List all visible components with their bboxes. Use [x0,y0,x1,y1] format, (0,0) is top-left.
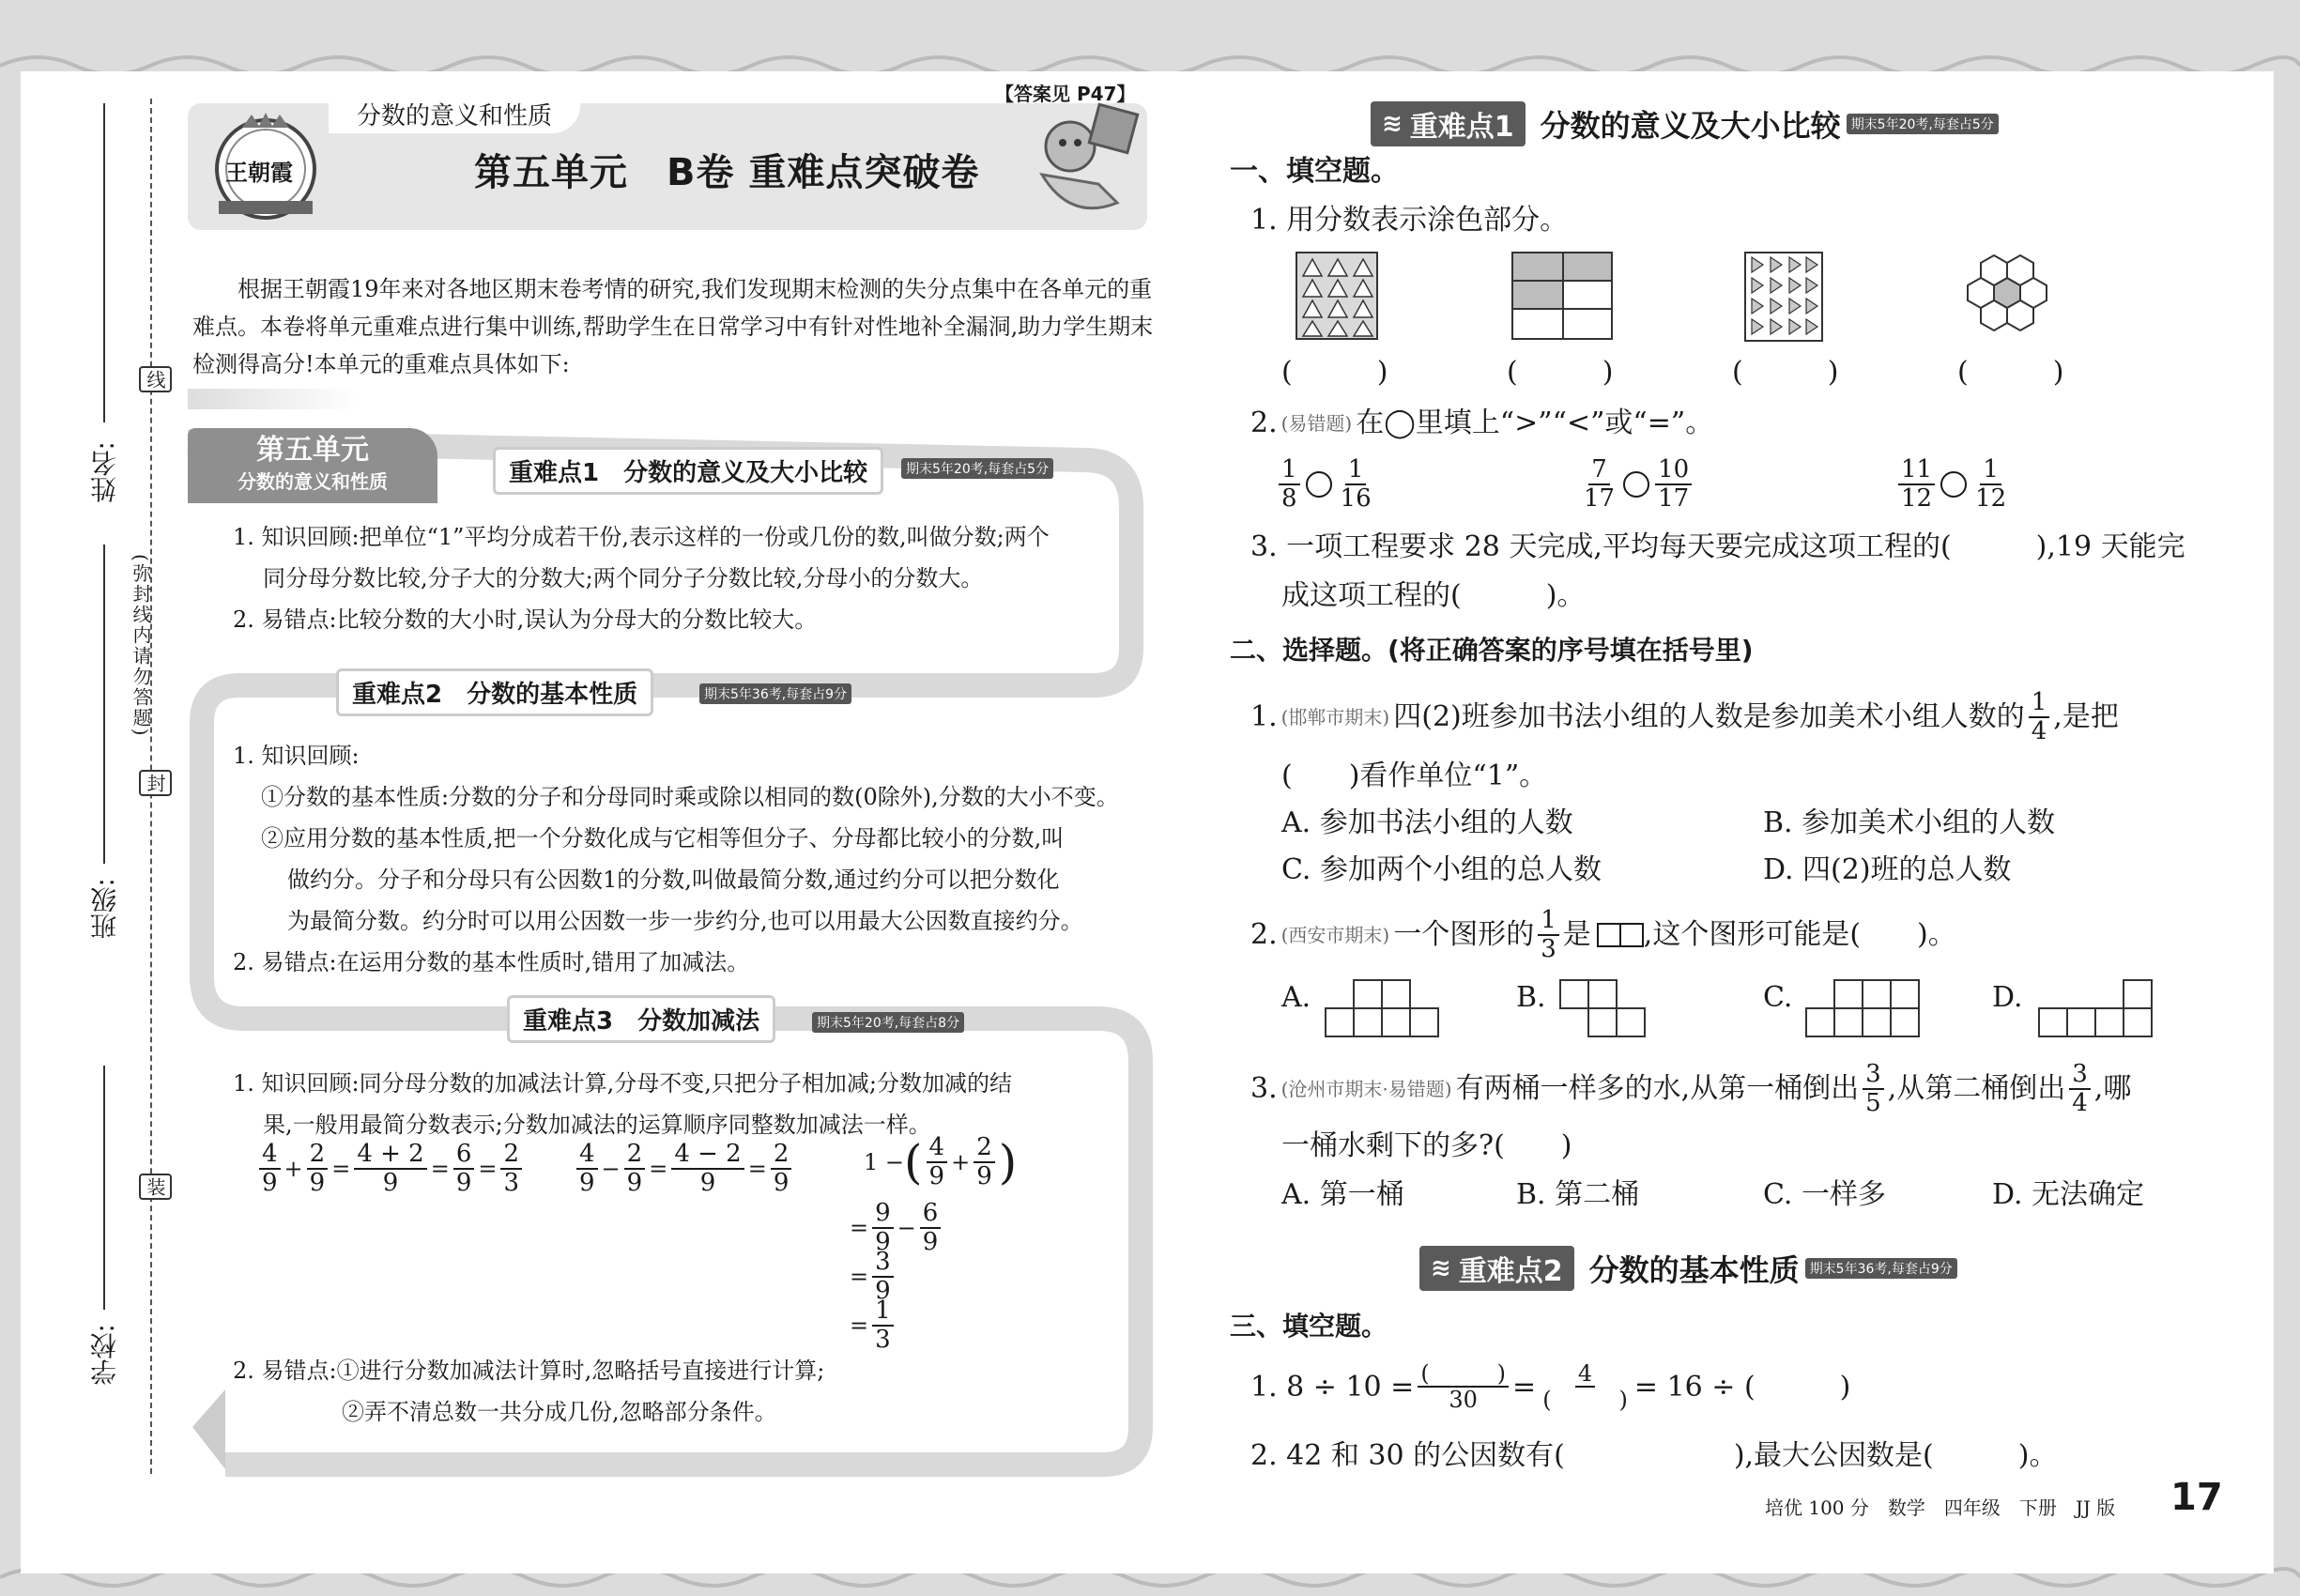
sec2-q1-opt-d[interactable]: D. 四(2)班的总人数 [1763,853,2012,886]
right-kp2-pill: ≋ 重难点2 [1419,1246,1574,1291]
figure-hexagons [1960,250,2054,344]
answer-ref: 【答案见 P47】 [995,83,1136,105]
sec2-q2: 2. (西安市期末) 一个图形的 $\frac{1}{3}$ 是 ,这个图形可能是( )。 [1250,906,1956,963]
sec2-q1-line2: ( )看作单位“1”。 [1281,760,1548,792]
right-kp1-heading [1371,101,1999,146]
kp2-title: 重难点2 分数的基本性质 [336,668,653,716]
right-kp1-title: 分数的意义及大小比较 [1540,108,1841,144]
right-kp1-tag: 期末5年20考,每套占5分 [1847,114,1999,134]
figure-rect-grid [1511,252,1615,342]
sec2-q3: 3. (沧州市期末·易错题) 有两桶一样多的水,从第一桶倒出 $\frac{3}{5}$ ,从第二桶倒出 $\frac{3}{4}$ ,哪 [1250,1060,2132,1117]
sec1-q1-blank-a[interactable]: ( ) [1281,356,1388,389]
kp3-errors [233,1350,1125,1433]
page-number: 17 [2170,1476,2223,1519]
sec2-q2-opt-b[interactable]: B. [1516,981,1546,1014]
kp3-title: 重难点3 分数加减法 [507,995,775,1043]
unit-badge-subtitle: 分数的意义和性质 [238,470,388,493]
sec2-q1-opt-b[interactable]: B. 参加美术小组的人数 [1763,806,2056,839]
kp2-line-6: 2. 易错点:在运用分数的基本性质时,错用了加减法。 [233,949,750,975]
shape-option-a [1324,978,1442,1038]
mark-line: 线 [139,366,172,392]
compare-circle-3[interactable] [1940,471,1967,498]
footer-text: 培优 100 分 数学 四年级 下册 JJ 版 [1765,1496,2116,1519]
figure-triangles-grid [1296,252,1380,342]
kp2-body [233,735,1125,983]
shape-option-d [2037,978,2155,1038]
logo-text: 王朝霞 [225,159,293,186]
sec2-q3-opt-c[interactable]: C. 一样多 [1763,1178,1886,1211]
kp1-line-3: 2. 易错点:比较分数的大小时,误认为分母大的分数比较大。 [233,606,818,633]
kp1-title: 重难点1 分数的意义及大小比较 [493,447,883,495]
class-label: 班级: [89,878,120,940]
kp1-line-1: 1. 知识回顾:把单位“1”平均分成若干份,表示这样的一份或几份的数,叫做分数;两个 [233,524,1050,550]
shape-option-c [1804,978,1923,1038]
kp1-line-2: 同分母分数比较,分子大的分数大;两个同分子分数比较,分母小的分数大。 [263,565,984,591]
compare-1: $\frac{1}{8}$ $\frac{1}{16}$ [1275,456,1378,512]
sec1-q1-blank-b[interactable]: ( ) [1507,356,1614,389]
example-1: $\frac{4}{9}$ + $\frac{2}{9}$ = $\frac{4 + 2}{9}$ = $\frac{6}{9}$ = $\frac{2}{3}$ [255,1141,526,1196]
kp3-error-1: 2. 易错点:①进行分数加减法计算时,忽略括号直接进行计算; [233,1358,825,1384]
sec2-q3-opt-d[interactable]: D. 无法确定 [1992,1178,2145,1211]
sec2-q3-opt-a[interactable]: A. 第一桶 [1281,1178,1404,1211]
sec2-q2-opt-c[interactable]: C. [1763,981,1793,1014]
sec2-q1: 1. (邯郸市期末) 四(2)班参加书法小组的人数是参加美术小组人数的 $\frac{1}{4}$ ,是把 [1250,688,2119,745]
compare-circle-1[interactable] [1306,471,1332,498]
page-title: 第五单元 B卷 重难点突破卷 [474,151,980,194]
sec2-q1-opt-a[interactable]: A. 参加书法小组的人数 [1281,806,1573,839]
figure-flags-grid [1744,252,1825,344]
intro-text: 根据王朝霞19年来对各地区期末卷考情的研究,我们发现期末检测的失分点集中在各单元的重难点。本卷将单元重难点进行集中训练,帮助学生在日常学习中有针对性地补全漏洞,助力学生期末检测得高分!本单元的重难点具体如下: [192,276,1154,377]
right-kp1-pill: ≋ 重难点1 [1371,101,1526,146]
mark-bind: 装 [139,1174,172,1200]
compare-2: $\frac{7}{17}$ $\frac{10}{17}$ [1577,456,1695,512]
example-2: $\frac{4}{9}$ − $\frac{2}{9}$ = $\frac{4 - 2}{9}$ = $\frac{2}{9}$ [573,1141,795,1196]
binding-notice: (弥封线内请勿答题) [130,554,152,738]
right-kp2-title: 分数的基本性质 [1588,1252,1800,1288]
kp2-line-4: 做约分。分子和分母只有公因数1的分数,叫做最简分数,通过约分可以把分数化 [287,867,1060,893]
sec2-q2-opt-a[interactable]: A. [1281,981,1311,1014]
kp3-tag: 期末5年20考,每套占8分 [812,1012,964,1033]
compare-3: $\frac{11}{12}$ $\frac{1}{12}$ [1894,456,2013,512]
sec1-title: 一、填空题。 [1230,155,1399,188]
wave-icon: ≋ [1382,110,1403,138]
sec3-q2: 2. 42 和 30 的公因数有( ),最大公因数是( )。 [1250,1439,2058,1472]
kp2-line-2: ①分数的基本性质:分数的分子和分母同时乘或除以相同的数(0除外),分数的大小不变。 [261,784,1119,810]
right-kp2-heading [1419,1246,1957,1291]
sec1-q2: 2. (易错题) 在◯里填上“>”“<”或“=”。 [1250,407,1714,439]
kp1-tag: 期末5年20考,每套占5分 [901,458,1053,479]
sec3-title: 三、填空题。 [1230,1311,1388,1342]
unit-badge [188,428,437,503]
kp2-tag: 期末5年36考,每套占9分 [699,683,851,704]
sec2-q1-opt-c[interactable]: C. 参加两个小组的总人数 [1281,853,1602,886]
mark-seal: 封 [139,770,172,796]
example-3-line1: 1 − ( $\frac{4}{9}$ + $\frac{2}{9}$ ) [864,1133,1018,1190]
compare-circle-2[interactable] [1623,471,1649,498]
school-label: 学校: [89,1324,120,1386]
sec1-q1: 1. 用分数表示涂色部分。 [1250,204,1569,237]
kp1-body [233,516,1115,640]
sec3-q1: 1. 8 ÷ 10 = $\frac{( )}{30}$ = $\frac{4}{( )}$ = 16 ÷ ( ) [1250,1360,1851,1414]
kp2-line-1: 1. 知识回顾: [233,743,360,769]
shape-option-b [1558,978,1648,1038]
header-topic: 分数的意义和性质 [357,101,553,130]
kp3-line-2: 果,一般用最简分数表示;分数加减法的运算顺序同整数加减法一样。 [263,1112,931,1138]
sec2-q3-line2: 一桶水剩下的多?( ) [1281,1129,1572,1162]
name-label: 姓名: [89,441,120,503]
sec1-q3-line2: 成这项工程的( )。 [1281,579,1586,612]
kp2-line-5: 为最简分数。约分时可以用公因数一步一步约分,也可以用最大公因数直接约分。 [287,908,1083,934]
sec1-q1-blank-c[interactable]: ( ) [1732,356,1839,389]
sec2-q2-opt-d[interactable]: D. [1992,981,2023,1014]
sec1-q3-line1: 3. 一项工程要求 28 天完成,平均每天要完成这项工程的( ),19 天能完 [1250,530,2185,563]
sec2-q3-opt-b[interactable]: B. 第二桶 [1516,1178,1640,1211]
example-3-line2: = $\frac{9}{9}$ − $\frac{6}{9}$ [850,1200,944,1255]
kp2-line-3: ②应用分数的基本性质,把一个分数化成与它相等但分子、分母都比较小的分数,叫 [261,825,1065,852]
unit-badge-title: 第五单元 [256,434,369,467]
example-3-line4: = $\frac{1}{3}$ [850,1297,897,1353]
kp3-line-1: 1. 知识回顾:同分母分数的加减法计算,分母不变,只把分子相加减;分数加减的结 [233,1070,1012,1097]
sec1-q1-blank-d[interactable]: ( ) [1957,356,2064,389]
kp3-error-2: ②弄不清总数一共分成几份,忽略部分条件。 [342,1399,777,1425]
right-kp2-tag: 期末5年36考,每套占9分 [1805,1258,1957,1279]
wave-icon: ≋ [1431,1254,1451,1282]
sec2-title: 二、选择题。(将正确答案的序号填在括号里) [1230,635,1754,666]
example-3-line3: = $\frac{3}{9}$ [850,1249,897,1304]
